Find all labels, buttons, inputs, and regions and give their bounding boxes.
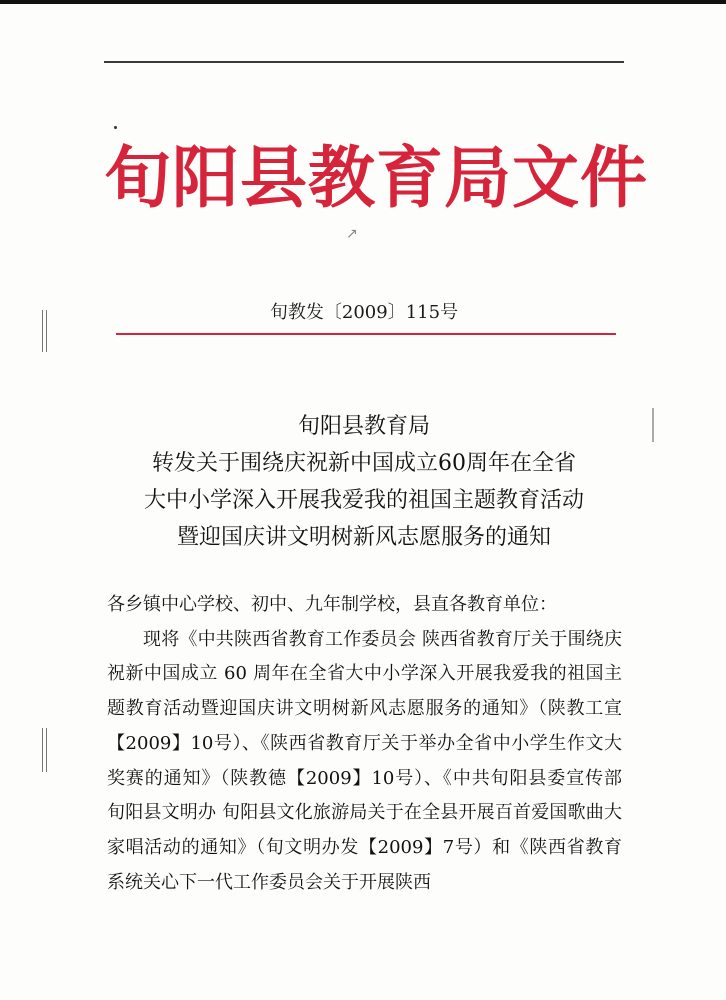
document-header: 旬阳县教育局文件 [104,138,648,217]
scan-mark [652,408,654,442]
stamp-mark-icon: ↗ [346,226,358,242]
top-rule [104,61,624,63]
salutation: 各乡镇中心学校、初中、九年制学校，县直各教育单位： [107,594,557,615]
red-divider [116,333,616,335]
scan-edge [0,0,726,4]
document-title [104,408,624,556]
binding-mark [42,310,47,352]
title-line: 大中小学深入开展我爱我的祖国主题教育活动 [143,488,584,513]
title-line: 转发关于围绕庆祝新中国成立60周年在全省 [152,451,576,476]
title-line: 暨迎国庆讲文明树新风志愿服务的通知 [176,525,551,550]
document-body [107,588,622,900]
body-paragraph: 现将《中共陕西省教育工作委员会 陕西省教育厅关于围绕庆祝新中国成立 60 周年在全省大中小学深入开展我爱我的祖国主题教育活动暨迎国庆讲文明树新风志愿服务的通知》（陕教工宣【2009】10号）、《陕西省教育厅关于举办全省中小学生作文大奖赛的通知》（陕教德【2009】10号）、《中共旬阳县委宣传部 旬阳县文明办 旬阳县文化旅游局关于在全县开展百首爱国歌曲大家唱活动的通知》（旬文明办发【2009】7号）和《陕西省教育系统关心下一代工作委员会关于开展陕西 [107,628,622,893]
binding-mark [42,728,47,772]
title-line: 旬阳县教育局 [297,414,430,439]
document-number: 旬教发〔2009〕115号 [269,302,459,323]
